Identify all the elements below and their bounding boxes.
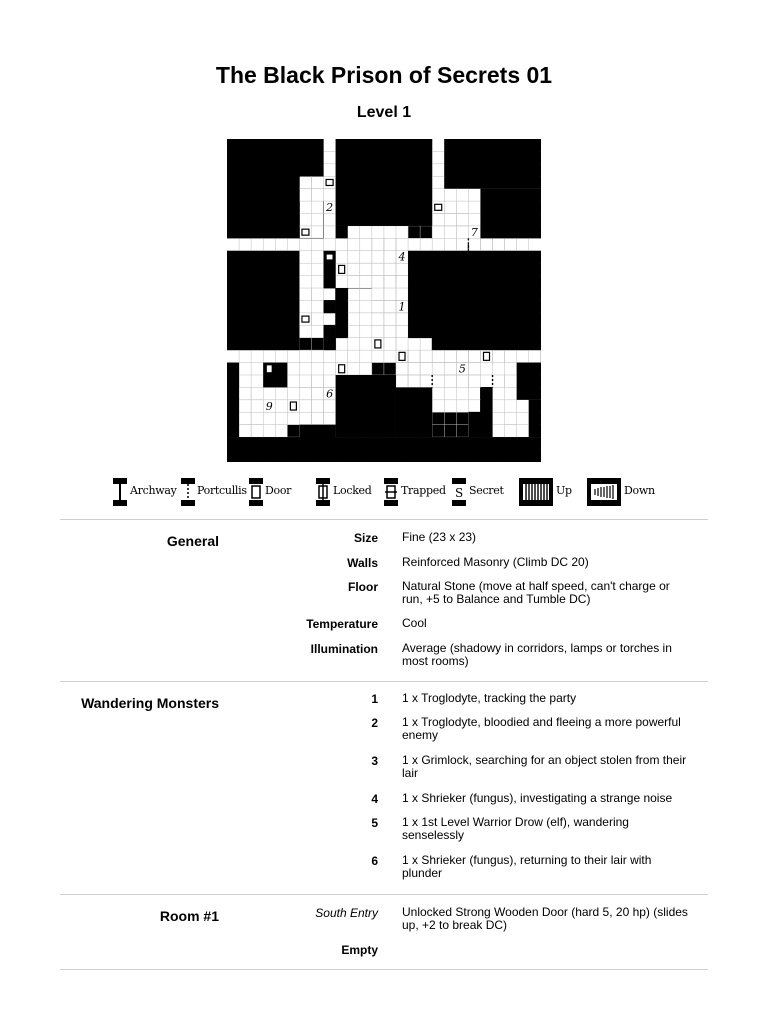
map-wall xyxy=(336,375,396,437)
map-floor xyxy=(300,288,335,300)
map-door-icon xyxy=(326,179,333,185)
general-key-temperature: Temperature xyxy=(306,617,378,631)
map-wall xyxy=(517,363,541,400)
map-wall xyxy=(299,425,335,462)
wandering-value-4: 1 x Shrieker (fungus), investigating a strange noise xyxy=(402,791,673,805)
map-door-icon xyxy=(339,365,345,373)
divider xyxy=(60,969,708,970)
map-wall xyxy=(227,251,299,350)
map-door-icon xyxy=(399,352,405,360)
map-door-icon xyxy=(266,365,272,373)
wandering-key-4: 4 xyxy=(371,792,378,806)
wandering-key-2: 2 xyxy=(371,716,378,730)
map-wall xyxy=(336,226,348,238)
room1-key-empty: Empty xyxy=(341,943,378,957)
map-door-icon xyxy=(302,316,309,322)
map-room-number: 8 xyxy=(326,275,334,289)
portcullis-icon xyxy=(181,478,195,506)
map-door-icon xyxy=(375,340,381,348)
wandering-value-6: 1 x Shrieker (fungus), returning to their lair with plunder xyxy=(402,853,652,880)
map-door-icon xyxy=(326,254,333,260)
section-heading-general: General xyxy=(166,533,219,549)
general-key-walls: Walls xyxy=(347,556,378,570)
general-value-illumination: Average (shadowy in corridors, lamps or torches in most rooms) xyxy=(402,641,672,668)
legend-label-trapped: Trapped xyxy=(401,484,446,497)
map-room-number: 6 xyxy=(326,387,334,401)
divider xyxy=(60,681,708,682)
legend-label-secret: Secret xyxy=(469,484,504,497)
stairs-down-icon xyxy=(587,478,621,506)
map-room-number: 7 xyxy=(470,225,478,239)
wandering-key-1: 1 xyxy=(371,692,378,706)
map-wall xyxy=(480,189,540,239)
map-room-number: 2 xyxy=(326,201,334,215)
general-value-walls: Reinforced Masonry (Climb DC 20) xyxy=(402,555,589,569)
map-room-number: 5 xyxy=(458,362,466,376)
wandering-value-2: 1 x Troglodyte, bloodied and fleeing a more powerful enemy xyxy=(402,715,681,742)
archway-icon xyxy=(113,478,127,506)
map-wall xyxy=(396,387,432,437)
map-door-icon xyxy=(484,352,490,360)
room1-key-south-entry: South Entry xyxy=(315,906,378,920)
legend-label-portcullis: Portcullis xyxy=(197,484,247,497)
wandering-value-5: 1 x 1st Level Warrior Drow (elf), wandering senselessly xyxy=(402,815,629,842)
divider xyxy=(60,894,708,895)
general-value-temperature: Cool xyxy=(402,616,427,630)
document-title: The Black Prison of Secrets 01 xyxy=(215,62,553,88)
legend-label-down: Down xyxy=(624,484,655,497)
general-key-size: Size xyxy=(353,531,378,545)
dungeon-map xyxy=(227,139,541,462)
map-door-icon xyxy=(339,265,345,273)
map-wall xyxy=(227,363,239,438)
general-value-size: Fine (23 x 23) xyxy=(402,530,477,544)
wandering-value-1: 1 x Troglodyte, tracking the party xyxy=(402,691,577,705)
map-door-icon xyxy=(302,229,309,235)
svg-text:S: S xyxy=(455,486,464,500)
map-room-number: 3 xyxy=(531,412,539,426)
map-room-number: 1 xyxy=(398,300,406,314)
map-wall xyxy=(408,251,541,350)
map-door-icon xyxy=(435,204,442,210)
general-value-floor: Natural Stone (move at half speed, can't charge or run, +5 to Balance and Tumble DC) xyxy=(402,579,670,606)
section-heading-room-1: Room #1 xyxy=(159,908,219,924)
wandering-key-6: 6 xyxy=(371,854,378,868)
map-wall xyxy=(444,139,541,189)
map-room-number: 9 xyxy=(265,399,273,413)
legend-label-archway: Archway xyxy=(130,484,177,497)
level-subtitle: Level 1 xyxy=(356,104,412,121)
legend-label-up: Up xyxy=(556,484,572,497)
secret-door-icon xyxy=(452,478,466,506)
section-heading-wandering-monsters: Wandering Monsters xyxy=(81,695,219,711)
door-icon xyxy=(249,478,263,506)
room1-value-south-entry: Unlocked Strong Wooden Door (hard 5, 20 hp) (slides up, +2 to break DC) xyxy=(402,905,688,932)
wandering-value-3: 1 x Grimlock, searching for an object stolen from their lair xyxy=(402,753,687,780)
stairs-up-icon xyxy=(519,478,553,506)
map-wall xyxy=(227,437,541,462)
wandering-key-5: 5 xyxy=(371,816,378,830)
divider xyxy=(60,519,708,520)
legend-label-locked: Locked xyxy=(333,484,372,497)
map-wall xyxy=(336,139,433,226)
map-door-icon xyxy=(290,402,296,410)
trapped-door-icon xyxy=(384,478,398,506)
general-key-floor: Floor xyxy=(348,580,378,594)
map-room-number: 4 xyxy=(398,250,406,264)
map-legend xyxy=(0,478,768,506)
map-wall xyxy=(324,251,336,350)
locked-door-icon xyxy=(316,478,330,506)
general-key-illumination: Illumination xyxy=(310,642,378,656)
wandering-key-3: 3 xyxy=(371,754,378,768)
legend-label-door: Door xyxy=(265,484,292,497)
